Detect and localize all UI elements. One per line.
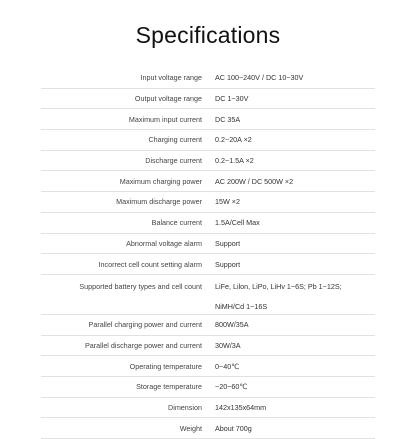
- spec-value: [215, 218, 375, 227]
- spec-row-charging-current: [41, 130, 375, 151]
- spec-value-line: Support: [215, 259, 241, 269]
- spec-value-line: 0~40℃: [215, 361, 240, 371]
- page-title: Specifications: [135, 22, 281, 48]
- spec-value: [215, 424, 375, 433]
- spec-value-line: 800W/35A: [215, 320, 249, 330]
- spec-label: Operating temperature: [129, 361, 202, 371]
- spec-row-incorrect-cell-count-alarm: [41, 254, 375, 275]
- spec-value: [215, 115, 375, 124]
- spec-row-maximum-charging-power: [41, 171, 375, 192]
- spec-label: Charging current: [148, 135, 202, 145]
- spec-value: [215, 382, 375, 391]
- spec-label: Storage temperature: [136, 382, 202, 392]
- spec-value-line: 0.2~20A ×2: [215, 135, 252, 145]
- spec-row-dimension: [41, 398, 375, 419]
- spec-value-line: AC 200W / DC 500W ×2: [215, 176, 294, 186]
- spec-value-line: Support: [215, 238, 241, 248]
- spec-value-line: 142x135x64mm: [215, 402, 267, 412]
- spec-value: [215, 362, 375, 371]
- spec-row-storage-temperature: [41, 377, 375, 398]
- spec-value-line: About 700g: [215, 423, 252, 433]
- spec-row-balance-current: [41, 213, 375, 234]
- spec-label: Input voltage range: [140, 73, 202, 83]
- spec-value-line: LiFe, Lilon, LiPo, LiHv 1~6S; Pb 1~12S;: [215, 281, 342, 291]
- spec-label: Maximum discharge power: [116, 197, 202, 207]
- spec-row-parallel-discharge: [41, 336, 375, 357]
- spec-value-line: DC 1~30V: [215, 94, 249, 104]
- spec-value: [215, 275, 375, 311]
- spec-value-line: 30W/3A: [215, 340, 241, 350]
- spec-row-operating-temperature: [41, 356, 375, 377]
- spec-value: [215, 341, 375, 350]
- spec-label: Abnormal voltage alarm: [126, 238, 202, 248]
- spec-value-line: NiMH/Cd 1~16S: [215, 301, 268, 311]
- spec-label: Balance current: [151, 218, 202, 228]
- spec-value: [215, 403, 375, 412]
- specifications-table: [41, 68, 375, 439]
- spec-value-line: ~20~60℃: [215, 382, 248, 392]
- spec-label: Supported battery types and cell count: [79, 281, 202, 291]
- spec-value: [215, 320, 375, 329]
- spec-label: Dimension: [168, 402, 202, 412]
- spec-value-line: AC 100~240V / DC 10~30V: [215, 73, 304, 83]
- spec-row-parallel-charging: [41, 315, 375, 336]
- spec-value-line: DC 35A: [215, 114, 241, 124]
- spec-label: Weight: [179, 423, 202, 433]
- spec-row-input-voltage-range: [41, 68, 375, 89]
- spec-row-abnormal-voltage-alarm: [41, 234, 375, 255]
- spec-label: Maximum input current: [128, 114, 202, 124]
- spec-value-line: 1.5A/Cell Max: [215, 218, 260, 228]
- spec-value: [215, 197, 375, 206]
- spec-value: [215, 156, 375, 165]
- spec-label: Parallel discharge power and current: [84, 340, 202, 350]
- spec-label: Discharge current: [145, 156, 202, 166]
- spec-row-supported-battery-types: [41, 275, 375, 315]
- spec-value-line: 15W ×2: [215, 197, 240, 207]
- spec-value-line: 0.2~1.5A ×2: [215, 156, 254, 166]
- spec-row-output-voltage-range: [41, 89, 375, 110]
- spec-label: Maximum charging power: [119, 176, 202, 186]
- spec-value: [215, 260, 375, 269]
- spec-row-maximum-discharge-power: [41, 192, 375, 213]
- spec-value: [215, 135, 375, 144]
- spec-label: Output voltage range: [134, 94, 202, 104]
- spec-value: [215, 73, 375, 82]
- spec-row-maximum-input-current: [41, 109, 375, 130]
- spec-value: [215, 177, 375, 186]
- spec-label: Parallel charging power and current: [88, 320, 202, 330]
- spec-row-discharge-current: [41, 151, 375, 172]
- spec-value: [215, 94, 375, 103]
- spec-row-weight: [41, 418, 375, 439]
- spec-label: Incorrect cell count setting alarm: [98, 259, 202, 269]
- spec-value: [215, 239, 375, 248]
